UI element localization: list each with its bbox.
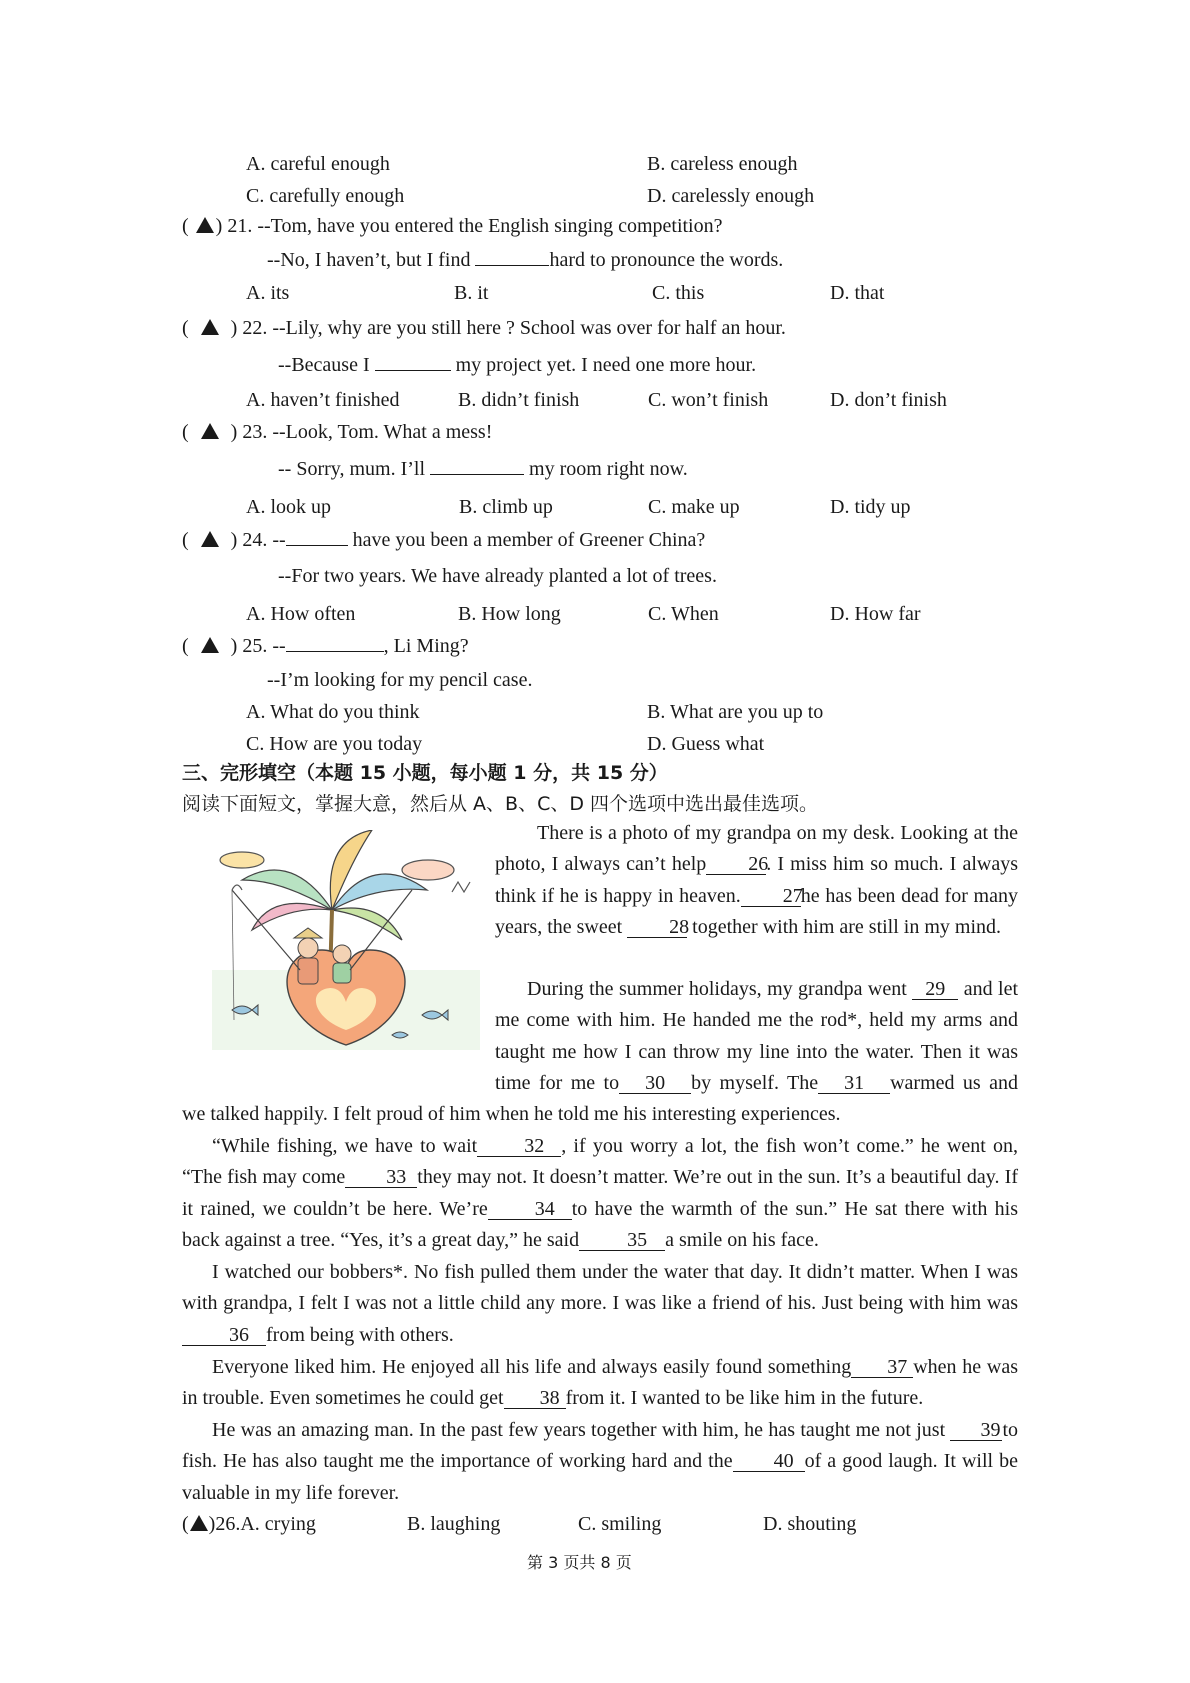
q26-option-c: C. smiling — [578, 1513, 662, 1535]
q22-stem-text: ) 22. --Lily, why are you still here ? School was over for half an hour. — [230, 317, 786, 339]
p3-text-4: to have the warmth of the sun.” He sat there with his back against a tree. “Yes, it’s a great day,” he said — [182, 1197, 1018, 1251]
q23-option-c: C. make up — [648, 496, 740, 518]
q22-reply — [278, 353, 756, 377]
q22-option-a: A. haven’t finished — [246, 389, 400, 411]
triangle-icon — [201, 531, 219, 547]
q23-stem-text: ) 23. --Look, Tom. What a mess! — [230, 421, 493, 443]
q21-option-a: A. its — [246, 282, 290, 304]
p3-text-2: , if you worry a lot, the fish won’t come.” he went on, “The fish may come — [182, 1135, 1018, 1189]
passage-paragraph-3 — [182, 1131, 1018, 1256]
blank-33: 33 — [345, 1167, 417, 1188]
q25-reply: --I’m looking for my pencil case. — [267, 669, 533, 691]
p2-text-3: by myself. The — [691, 1071, 819, 1094]
q25-option-b: B. What are you up to — [647, 701, 824, 723]
q26-option-b: B. laughing — [407, 1513, 501, 1535]
q21-reply-start: --No, I haven’t, but I find — [267, 249, 476, 271]
q20-option-d: D. carelessly enough — [647, 185, 815, 207]
q22-reply-start: --Because I — [278, 354, 375, 376]
p5-text-2: when he was in trouble. Even sometimes he could get — [182, 1356, 1018, 1410]
blank-40: 40 — [733, 1451, 805, 1472]
q23-reply-start: -- Sorry, mum. I’ll — [278, 458, 431, 480]
passage-paragraph-4 — [182, 1257, 1018, 1351]
q23-option-a: A. look up — [246, 496, 331, 518]
passage-paragraph-2 — [182, 974, 1018, 1130]
q25-blank — [286, 651, 384, 652]
q25-stem: ( ) 25. -- , Li Ming? — [182, 635, 469, 657]
q21-option-b: B. it — [454, 282, 489, 304]
p6-text-1: He was an amazing man. In the past few years together with him, he has taught me not just — [212, 1419, 951, 1441]
p5-text-3: from it. I wanted to be like him in the future. — [565, 1387, 924, 1410]
q24-stem-end: have you been a member of Greener China? — [347, 529, 706, 551]
p3-text-1: “While fishing, we have to wait — [212, 1135, 478, 1157]
q21-reply — [267, 248, 783, 272]
q24-option-a: A. How often — [246, 603, 356, 625]
p2-text-2: and let me come with him. He handed me the rod*, held my arms and taught me how I can throw my line into the water. Then it was time for me to — [495, 978, 1018, 1094]
section-title: 三、完形填空（本题 15 小题，每小题 1 分，共 15 分） — [182, 762, 668, 784]
q25-stem-start: ) 25. -- — [230, 635, 286, 657]
q24-stem: ( ) 24. -- have you been a member of Greener China? — [182, 529, 706, 551]
p6-text-2: to fish. He has also taught me the importance of working hard and the — [182, 1419, 1018, 1473]
blank-32: 32 — [477, 1136, 561, 1157]
q23-option-b: B. climb up — [459, 496, 553, 518]
blank-38: 38 — [504, 1388, 566, 1409]
q22-option-b: B. didn’t finish — [458, 389, 580, 411]
passage-paragraph-6 — [182, 1415, 1018, 1509]
blank-28: 28 — [627, 917, 687, 938]
section-instruction: 阅读下面短文，掌握大意，然后从 A、B、C、D 四个选项中选出最佳选项。 — [182, 793, 819, 815]
blank-36: 36 — [182, 1325, 266, 1346]
blank-34: 34 — [488, 1199, 572, 1220]
q22-reply-end: my project yet. I need one more hour. — [450, 354, 757, 376]
triangle-icon — [201, 319, 219, 335]
blank-35: 35 — [579, 1230, 665, 1251]
p1-text-4: together with him are still in my mind. — [687, 915, 1002, 938]
q26-label: ( )26.A. crying — [182, 1513, 316, 1535]
triangle-icon — [201, 423, 219, 439]
q20-option-c: C. carefully enough — [246, 185, 405, 207]
q21-reply-end: hard to pronounce the words. — [549, 249, 784, 271]
triangle-icon — [196, 217, 214, 233]
passage-paragraph-5 — [182, 1352, 1018, 1415]
q22-stem: ( ) 22. --Lily, why are you still here ? School was over for half an hour. — [182, 317, 786, 339]
q26-option-a: )26.A. crying — [208, 1513, 316, 1535]
p1-text-3: he has been dead for many years, the sweet — [495, 884, 1018, 938]
q24-option-b: B. How long — [458, 603, 561, 625]
q23-blank — [430, 474, 524, 475]
q20-option-b: B. careless enough — [647, 153, 798, 175]
page-footer: 第 3 页共 8 页 — [527, 1553, 632, 1572]
q25-option-d: D. Guess what — [647, 733, 765, 755]
p2-text-4: warmed us and we talked happily. I felt proud of him when he told me his interesting experiences. — [182, 1071, 1019, 1126]
q24-reply: --For two years. We have already planted a lot of trees. — [278, 565, 717, 587]
p2-text-1: During the summer holidays, my grandpa went — [527, 978, 913, 1000]
p1-text-2: . I miss him so much. I always think if he is happy in heaven. — [495, 853, 1018, 907]
blank-27: 27 — [741, 886, 801, 907]
triangle-icon — [190, 1515, 208, 1531]
q24-option-c: C. When — [648, 603, 719, 625]
q21-option-d: D. that — [830, 282, 885, 304]
p6-text-3: of a good laugh. It will be valuable in my life forever. — [182, 1450, 1018, 1504]
q24-option-d: D. How far — [830, 603, 921, 625]
q23-stem: ( ) 23. --Look, Tom. What a mess! — [182, 421, 493, 443]
q22-option-d: D. don’t finish — [830, 389, 947, 411]
q23-option-d: D. tidy up — [830, 496, 911, 518]
passage-paragraph-1 — [495, 818, 1018, 943]
blank-37: 37 — [851, 1357, 913, 1378]
q24-stem-start: ) 24. -- — [230, 529, 286, 551]
triangle-icon — [201, 637, 219, 653]
q25-option-a: A. What do you think — [246, 701, 420, 723]
q22-blank — [375, 370, 451, 371]
q24-blank — [286, 545, 348, 546]
q23-reply — [278, 457, 688, 481]
q21-stem-text: ) 21. --Tom, have you entered the English singing competition? — [215, 215, 723, 237]
q25-stem-end: , Li Ming? — [383, 635, 469, 657]
p1-text-1: There is a photo of my grandpa on my desk. Looking at the photo, I always can’t help — [495, 822, 1018, 876]
blank-31: 31 — [818, 1073, 890, 1094]
blank-26: 26 — [706, 854, 766, 875]
p3-text-5: a smile on his face. — [665, 1228, 819, 1251]
p5-text-1: Everyone liked him. He enjoyed all his life and always easily found something — [212, 1356, 852, 1378]
p3-text-3: they may not. It doesn’t matter. We’re out in the sun. It’s a beautiful day. If it rained, we couldn’t be here. We’re — [182, 1166, 1019, 1220]
blank-29: 29 — [912, 979, 958, 1000]
blank-30: 30 — [619, 1073, 691, 1094]
q26-option-d: D. shouting — [763, 1513, 857, 1535]
q25-option-c: C. How are you today — [246, 733, 423, 755]
q23-reply-end: my room right now. — [524, 458, 688, 480]
p4-text-1: I watched our bobbers*. No fish pulled them under the water that day. It didn’t matter. When I was with grandpa, I felt I was not a little child any more. I was like a friend of his. Just being with him was — [182, 1261, 1018, 1315]
p4-text-2: from being with others. — [266, 1323, 454, 1346]
q21-option-c: C. this — [652, 282, 705, 304]
q21-blank — [475, 265, 549, 266]
q21-stem: ( ) 21. --Tom, have you entered the English singing competition? — [182, 215, 723, 237]
blank-39: 39 — [950, 1420, 1002, 1441]
q20-option-a: A. careful enough — [246, 153, 390, 175]
q22-option-c: C. won’t finish — [648, 389, 769, 411]
